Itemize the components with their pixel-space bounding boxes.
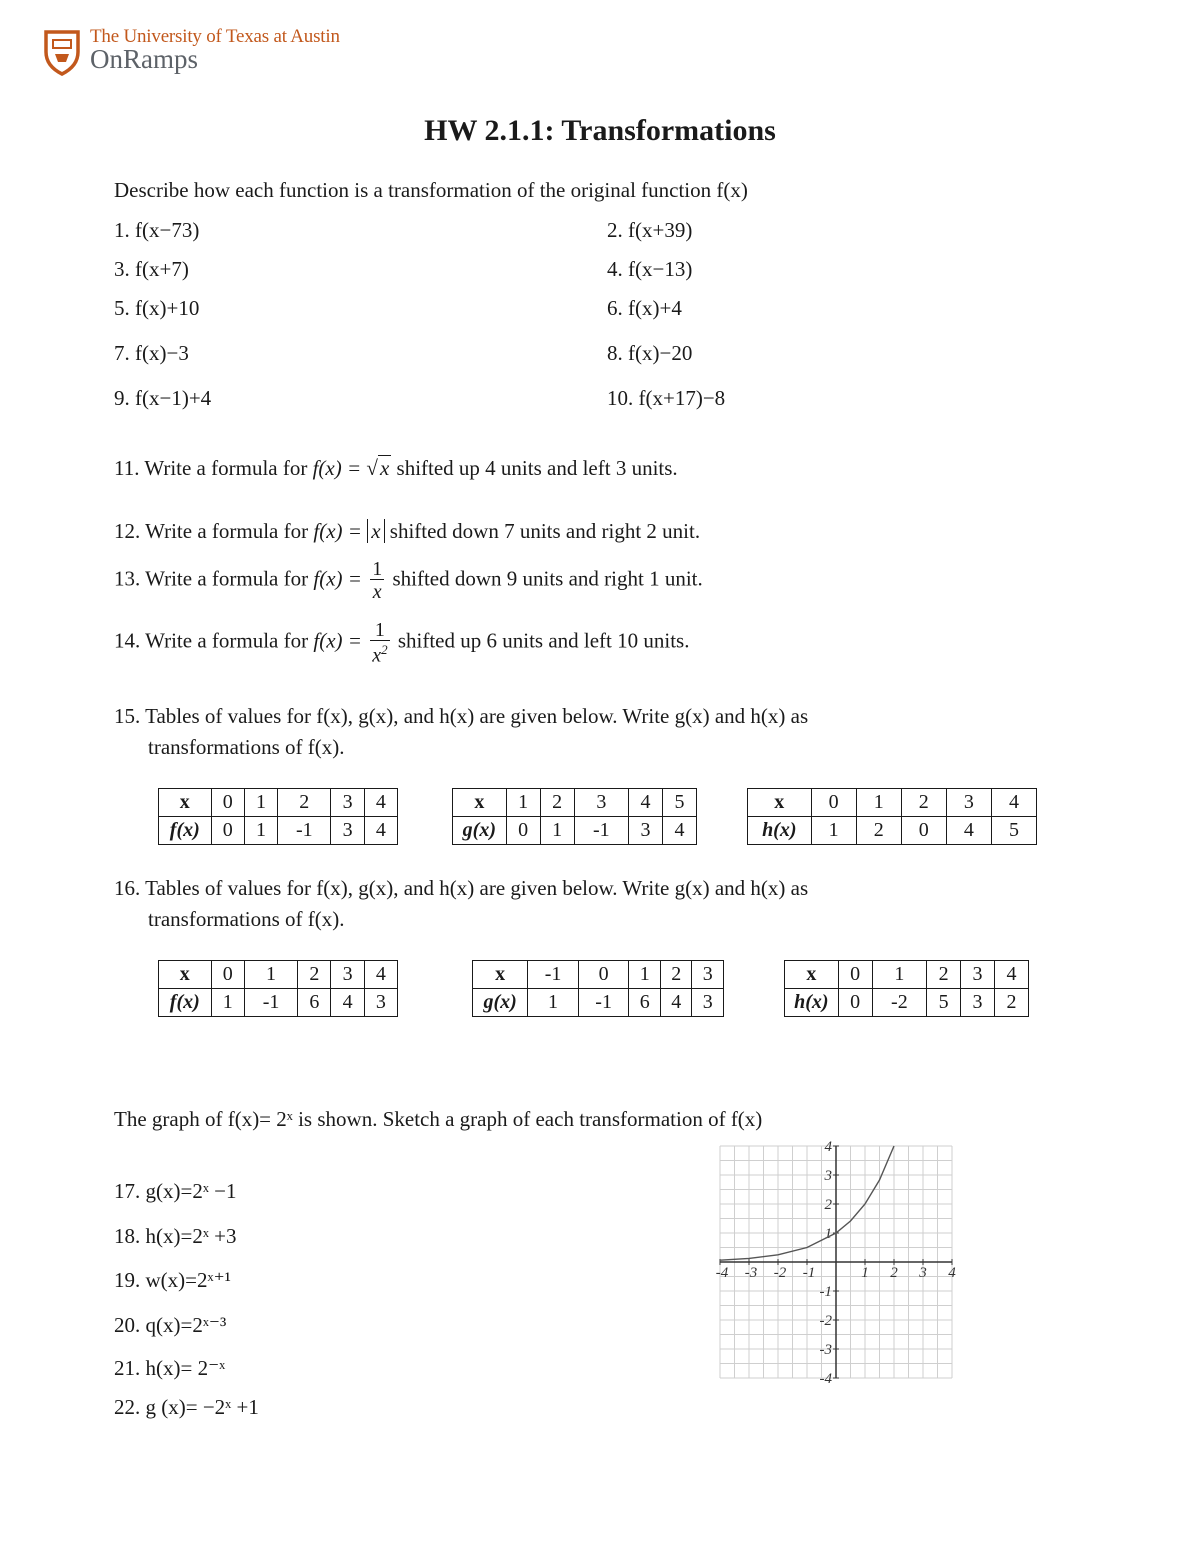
table-cell-y: -1: [278, 817, 331, 845]
table-cell-x: 4: [629, 789, 663, 817]
problem-22: 22. g (x)= −2ˣ +1: [114, 1395, 259, 1419]
problem-12-lhs: f(x) =: [313, 519, 362, 543]
problem-16-line1: 16. Tables of values for f(x), g(x), and h(x) are given below. Write g(x) and h(x) as: [114, 876, 809, 900]
table-cell-x: -1: [528, 961, 579, 989]
problem-11: [114, 456, 678, 481]
table-cell-x: 1: [506, 789, 540, 817]
table-cell-x: 2: [278, 789, 331, 817]
problem-6: 6. f(x)+4: [607, 296, 682, 320]
table-cell-x: 3: [692, 961, 724, 989]
y-tick-label: 3: [824, 1168, 832, 1184]
problem-20: 20. q(x)=2ˣ⁻³: [114, 1313, 227, 1337]
table-cell-x: 0: [811, 789, 856, 817]
table-cell-x: 4: [364, 789, 397, 817]
table-cell-y: 4: [663, 817, 697, 845]
table-cell-y: -1: [574, 817, 629, 845]
table-header-fn: h(x): [785, 989, 839, 1017]
page-title: HW 2.1.1: Transformations: [424, 114, 776, 147]
problem-12-desc: shifted down 7 units and right 2 unit.: [389, 519, 701, 543]
y-tick-label: -1: [819, 1284, 832, 1300]
table-cell-y: 6: [298, 989, 331, 1017]
table-cell-x: 3: [961, 961, 995, 989]
value-table-h: [747, 788, 1037, 845]
value-table-f: [158, 960, 398, 1017]
y-tick-label: 1: [824, 1226, 832, 1242]
table-cell-y: 5: [927, 989, 961, 1017]
table-cell-x: 3: [331, 961, 364, 989]
problem-8: 8. f(x)−20: [607, 341, 693, 365]
table-cell-x: 4: [995, 961, 1029, 989]
table-header-x: x: [785, 961, 839, 989]
problem-15-line2: transformations of f(x).: [148, 735, 345, 759]
problem-11-prompt: 11. Write a formula for: [114, 456, 308, 480]
part1-instruction: Describe how each function is a transformation of the original function f(x): [114, 178, 748, 202]
table-cell-x: 1: [872, 961, 927, 989]
table-cell-x: 3: [946, 789, 991, 817]
table-cell-y: 4: [660, 989, 692, 1017]
table-cell-x: 2: [298, 961, 331, 989]
table-cell-y: -2: [872, 989, 927, 1017]
fraction-denominator: x: [370, 579, 384, 602]
problem-7: 7. f(x)−3: [114, 341, 189, 365]
table-cell-y: 6: [629, 989, 661, 1017]
x-tick-label: -4: [715, 1265, 729, 1281]
graph-instruction: The graph of f(x)= 2ˣ is shown. Sketch a graph of each transformation of f(x): [114, 1107, 763, 1131]
problem-12-abs: x: [367, 519, 384, 543]
table-cell-y: 1: [811, 817, 856, 845]
problem-14: [114, 620, 689, 666]
table-header-fn: g(x): [453, 817, 507, 845]
x-tick-label: 3: [919, 1265, 927, 1281]
value-table-g: [452, 788, 697, 845]
problem-21: 21. h(x)= 2⁻ˣ: [114, 1356, 226, 1380]
x-tick-label: -2: [773, 1265, 787, 1281]
problem-13-prompt: 13. Write a formula for: [114, 566, 309, 591]
table-header-x: x: [453, 789, 507, 817]
y-tick-label: -4: [819, 1371, 832, 1384]
problem-11-desc: shifted up 4 units and left 3 units.: [396, 456, 678, 480]
problem-14-prompt: 14. Write a formula for: [114, 628, 309, 653]
table-cell-y: -1: [244, 989, 297, 1017]
table-header-fn: f(x): [159, 989, 212, 1017]
fraction-numerator: 1: [372, 558, 383, 580]
problem-2: 2. f(x+39): [607, 218, 693, 242]
table-cell-x: 0: [211, 961, 244, 989]
y-tick-label: -3: [819, 1342, 832, 1358]
table-cell-y: 3: [331, 817, 364, 845]
x-tick-label: 4: [948, 1265, 956, 1281]
table-header-fn: h(x): [748, 817, 812, 845]
table-cell-y: 3: [629, 817, 663, 845]
problem-12: [114, 519, 700, 544]
y-tick-label: 4: [824, 1140, 832, 1155]
table-header-fn: g(x): [473, 989, 528, 1017]
shield-icon: [42, 28, 82, 76]
table-cell-y: 2: [995, 989, 1029, 1017]
table-cell-x: 0: [211, 789, 244, 817]
table-cell-x: 1: [629, 961, 661, 989]
program-name: OnRamps: [90, 44, 198, 74]
table-cell-y: 3: [364, 989, 397, 1017]
exponential-graph: [714, 1140, 958, 1384]
value-table-f: [158, 788, 398, 845]
problem-17: 17. g(x)=2ˣ −1: [114, 1179, 237, 1203]
table-cell-y: 2: [856, 817, 901, 845]
problem-5: 5. f(x)+10: [114, 296, 200, 320]
table-cell-x: 0: [838, 961, 872, 989]
table-cell-y: 4: [364, 817, 397, 845]
x-tick-label: -1: [802, 1265, 816, 1281]
table-cell-x: 4: [991, 789, 1036, 817]
table-header-x: x: [748, 789, 812, 817]
problem-13-lhs: f(x) =: [313, 566, 362, 591]
x-tick-label: 2: [890, 1265, 898, 1281]
x-tick-label: -3: [744, 1265, 758, 1281]
table-cell-x: 2: [540, 789, 574, 817]
table-cell-y: 1: [540, 817, 574, 845]
table-header-x: x: [473, 961, 528, 989]
problem-13: [114, 559, 703, 602]
table-cell-x: 5: [663, 789, 697, 817]
table-cell-y: 4: [331, 989, 364, 1017]
table-cell-y: 4: [946, 817, 991, 845]
table-header-fn: f(x): [159, 817, 212, 845]
table-cell-x: 2: [660, 961, 692, 989]
problem-14-lhs: f(x) =: [313, 628, 362, 653]
table-cell-x: 3: [574, 789, 629, 817]
table-cell-x: 1: [856, 789, 901, 817]
table-cell-y: 1: [211, 989, 244, 1017]
y-tick-label: 2: [824, 1197, 832, 1213]
fraction-exponent: 2: [381, 642, 388, 657]
problem-11-lhs: f(x) =: [312, 456, 362, 480]
table-cell-x: 0: [578, 961, 629, 989]
problem-19: 19. w(x)=2ˣ⁺¹: [114, 1268, 231, 1292]
table-cell-x: 1: [244, 961, 297, 989]
table-cell-x: 2: [927, 961, 961, 989]
table-cell-y: -1: [578, 989, 629, 1017]
problem-18: 18. h(x)=2ˣ +3: [114, 1224, 237, 1248]
table-header-x: x: [159, 789, 212, 817]
problem-15-line1: 15. Tables of values for f(x), g(x), and h(x) are given below. Write g(x) and h(x) as: [114, 704, 809, 728]
table-cell-x: 2: [901, 789, 946, 817]
table-cell-y: 0: [211, 817, 244, 845]
value-table-g: [472, 960, 724, 1017]
table-cell-y: 3: [961, 989, 995, 1017]
table-header-x: x: [159, 961, 212, 989]
table-cell-y: 0: [506, 817, 540, 845]
problem-14-desc: shifted up 6 units and left 10 units.: [397, 628, 690, 653]
problem-9: 9. f(x−1)+4: [114, 386, 212, 410]
table-cell-y: 1: [244, 817, 277, 845]
problem-16-line2: transformations of f(x).: [148, 907, 345, 931]
fraction-base: x: [372, 644, 382, 667]
sqrt-symbol: √x: [366, 456, 390, 480]
y-tick-label: -2: [819, 1313, 832, 1329]
problem-11-radicand: x: [379, 456, 390, 480]
table-cell-y: 1: [528, 989, 579, 1017]
table-cell-x: 4: [364, 961, 397, 989]
table-cell-y: 3: [692, 989, 724, 1017]
table-cell-x: 3: [331, 789, 364, 817]
problem-13-fraction: [370, 559, 384, 602]
table-cell-y: 5: [991, 817, 1036, 845]
problem-3: 3. f(x+7): [114, 257, 189, 281]
table-cell-y: 0: [838, 989, 872, 1017]
problem-13-desc: shifted down 9 units and right 1 unit.: [392, 566, 703, 591]
fraction-denominator: [370, 640, 389, 666]
university-name: The University of Texas at Austin: [90, 26, 340, 47]
table-cell-x: 1: [244, 789, 277, 817]
table-cell-y: 0: [901, 817, 946, 845]
problem-14-fraction: [370, 620, 389, 666]
x-tick-label: 1: [861, 1265, 869, 1281]
fraction-numerator: 1: [374, 619, 385, 641]
problem-10: 10. f(x+17)−8: [607, 386, 726, 410]
value-table-h: [784, 960, 1029, 1017]
problem-1: 1. f(x−73): [114, 218, 200, 242]
problem-12-prompt: 12. Write a formula for: [114, 519, 309, 543]
problem-4: 4. f(x−13): [607, 257, 693, 281]
